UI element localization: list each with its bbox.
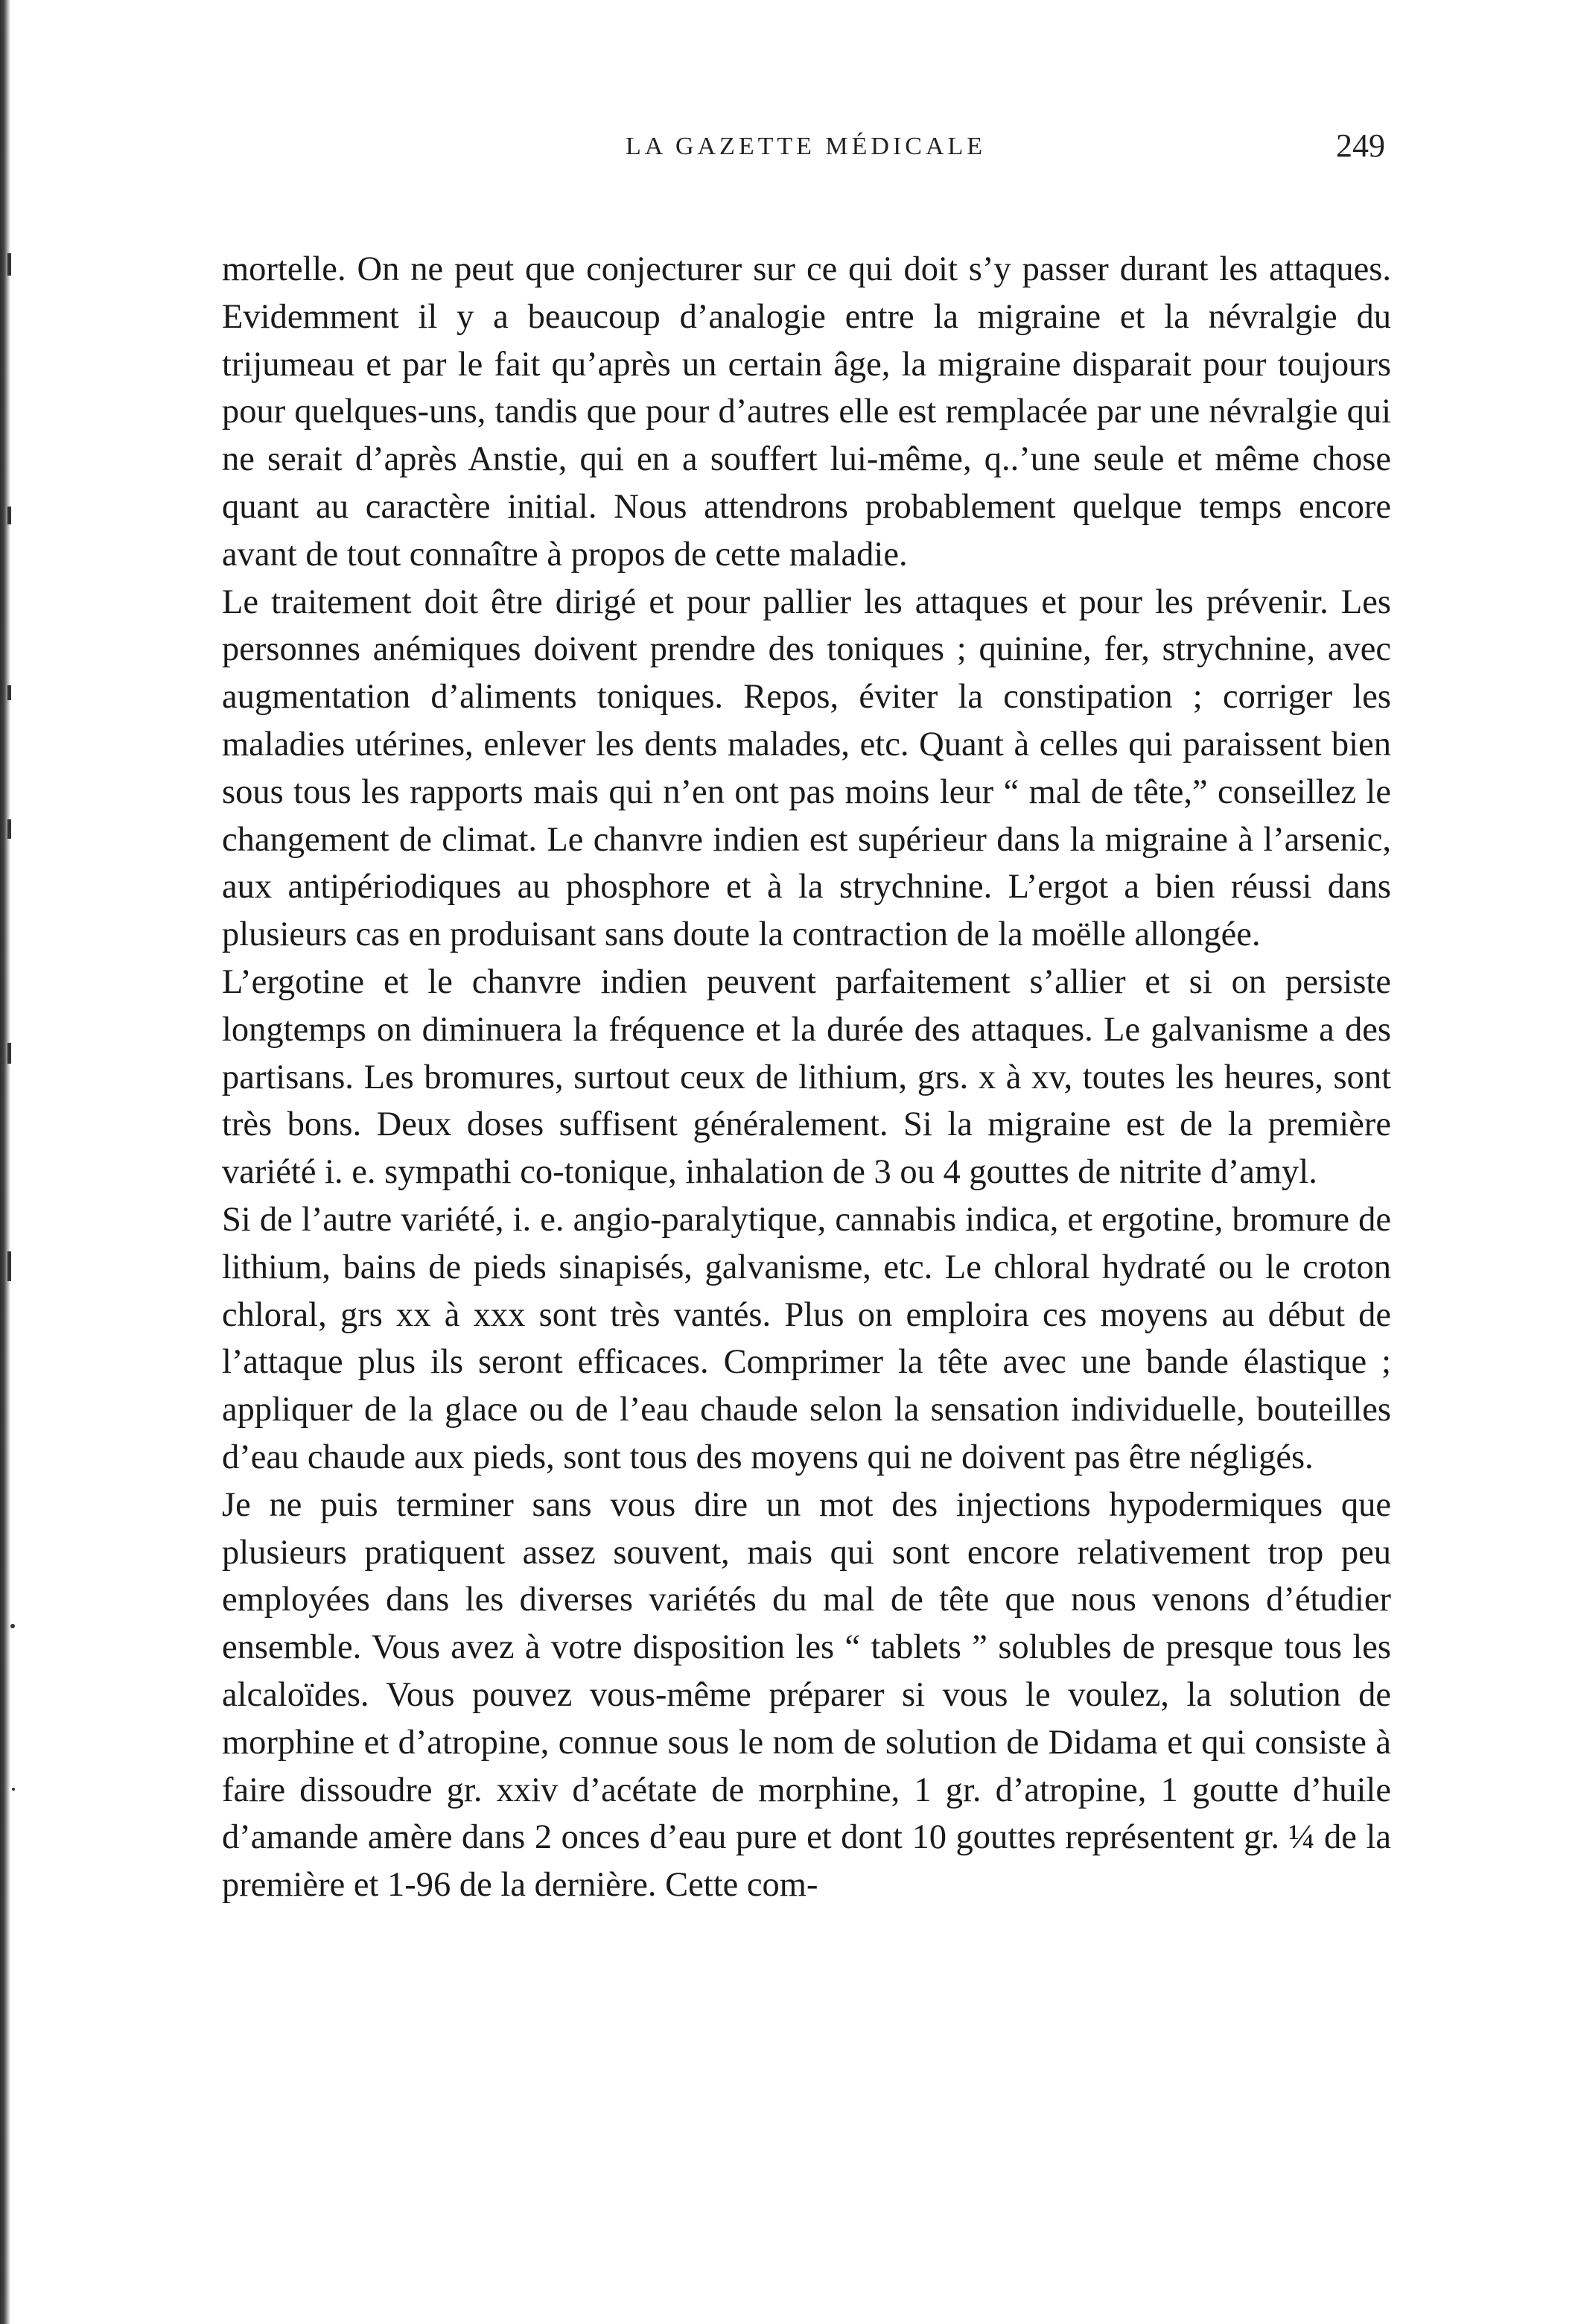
scan-speck	[10, 1624, 15, 1628]
paragraph: mortelle. On ne peut que conjecturer sur ce qui doit s’y passer durant les attaques. Evidemment il y a beaucoup d’analogie entre la migraine et la névralgie du trijumeau et par le fait qu’après un certain âge, la migraine disparait pour toujours pour quelques-uns, tandis que pour d’autres elle est remplacée par une névralgie qui ne serait d’après Anstie, qui en a souffert lui-même, q..’une seule et même chose quant au caractère initial. Nous attendrons probablement quelque temps encore avant de tout connaître à propos de cette maladie.	[222, 250, 1391, 574]
margin-mark	[7, 507, 11, 524]
scan-speck	[12, 1788, 15, 1791]
margin-mark	[7, 253, 11, 276]
paragraph: Si de l’autre variété, i. e. angio-paralytique, cannabis indica, et ergotine, bromure de lithium, bains de pieds sinapisés, galvanisme, etc. Le chloral hydraté ou le croton chloral, grs xx à xxx sont très vantés. Plus on emploira ces moyens au début de l’attaque plus ils seront efficaces. Comprimer la tête avec une bande élastique ; appliquer de la glace ou de l’eau chaude selon la sensation individuelle, bouteilles d’eau chaude aux pieds, sont tous des moyens qui ne doivent pas être négligés.	[222, 1200, 1391, 1476]
running-title: LA GAZETTE MÉDICALE	[626, 133, 987, 160]
margin-mark	[7, 685, 11, 700]
margin-mark	[7, 1043, 11, 1064]
paragraph: L’ergotine et le chanvre indien peuvent parfaitement s’allier et si on persiste longtemps on diminuera la fréquence et la durée des attaques. Le galvanisme a des partisans. Les bromures, surtout ceux de lithium, grs. x à xv, toutes les heures, sont très bons. Deux doses suffisent généralement. Si la migraine est de la première variété i. e. sympathi co-tonique, inhalation de 3 ou 4 gouttes de nitrite d’amyl.	[222, 962, 1391, 1192]
body-text	[222, 246, 1391, 1909]
scan-margin-marks	[6, 223, 15, 1564]
margin-mark	[7, 819, 11, 839]
paragraph: Je ne puis terminer sans vous dire un mot des injections hypodermiques que plusieurs pratiquent assez souvent, mais qui sont encore relativement trop peu employées dans les diverses variétés du mal de tête que nous venons d’étudier ensemble. Vous avez à votre disposition les “ tablets ” solubles de presque tous les alcaloïdes. Vous pouvez vous-même préparer si vous le voulez, la solution de morphine et d’atropine, connue sous le nom de solution de Didama et qui consiste à faire dissoudre gr. xxiv d’acétate de morphine, 1 gr. d’atropine, 1 goutte d’huile d’amande amère dans 2 onces d’eau pure et dont 10 gouttes représentent gr. ¼ de la première et 1-96 de la dernière. Cette com-	[222, 1485, 1391, 1905]
running-head	[223, 127, 1385, 171]
margin-mark	[7, 1251, 11, 1281]
page-number: 249	[1336, 127, 1385, 164]
paragraph: Le traitement doit être dirigé et pour pallier les attaques et pour les prévenir. Les personnes anémiques doivent prendre des toniques ; quinine, fer, strychnine, avec augmentation d’aliments toniques. Repos, éviter la constipation ; corriger les maladies utérines, enlever les dents malades, etc. Quant à celles qui paraissent bien sous tous les rapports mais qui n’en ont pas moins leur “ mal de tête,” conseillez le changement de climat. Le chanvre indien est supérieur dans la migraine à l’arsenic, aux antipériodiques au phosphore et à la strychnine. L’ergot a bien réussi dans plusieurs cas en produisant sans doute la contraction de la moëlle allongée.	[222, 582, 1391, 954]
